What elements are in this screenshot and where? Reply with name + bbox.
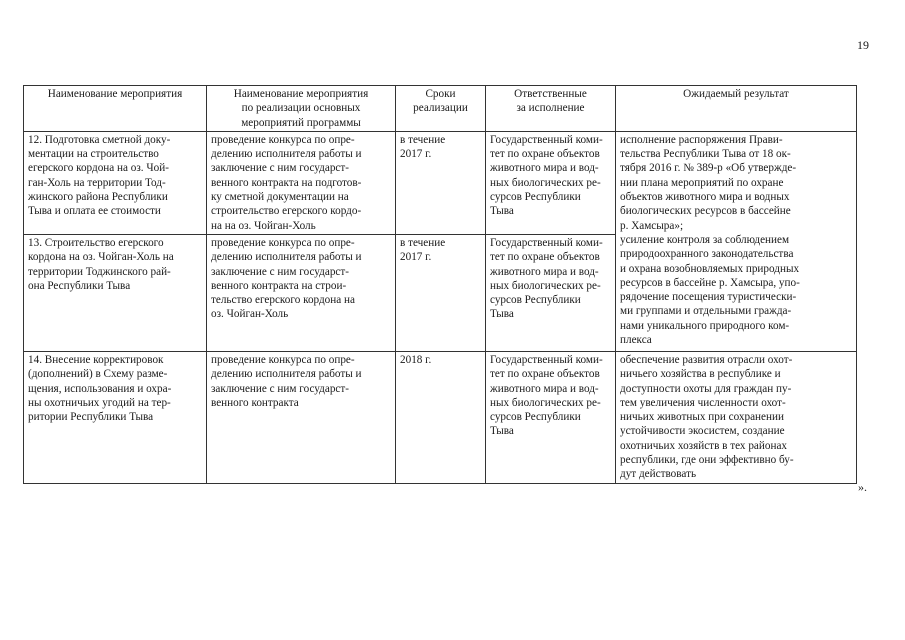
- program-activity-cell: проведение конкурса по опре- делению исполнителя работы и заключение с ним государст- венного контракта на строи- тельство егерского кордона на оз. Чойган-Холь: [207, 234, 396, 351]
- program-activity-cell: проведение конкурса по опре- делению исполнителя работы и заключение с ним государст- венного контракта: [207, 351, 396, 483]
- activity-name-cell: 14. Внесение корректировок (дополнений) в Схему разме- щения, использования и охра- ны охотничьих угодий на тер- ритории Республики Тыва: [24, 351, 207, 483]
- term-cell: 2018 г.: [396, 351, 486, 483]
- expected-result-cell: исполнение распоряжения Прави- тельства Республики Тыва от 18 ок- тября 2016 г. № 389-р «Об утвержде- нии плана мероприятий по охране объектов животного мира и водных биологических ресурсов в бассейне р. Хамсыра»; усиление контроля за соблюдением природоохранного законодательства и охрана возобновляемых природных ресурсов в бассейне р. Хамсыра, упо- рядочение посещения туристически- ми группами и отдельными гражда- нами уникального природного ком- плекса: [616, 131, 857, 351]
- responsible-cell: Государственный коми- тет по охране объектов животного мира и вод- ных биологических ре- сурсов Республики Тыва: [486, 234, 616, 351]
- term-cell: в течение 2017 г.: [396, 131, 486, 234]
- table-row: [24, 131, 857, 234]
- header-program-activity: Наименование мероприятия по реализации основных мероприятий программы: [207, 86, 396, 132]
- table-row: [24, 351, 857, 483]
- activity-name-cell: 13. Строительство егерского кордона на оз. Чойган-Холь на территории Тоджинского рай- она Республики Тыва: [24, 234, 207, 351]
- page-number: 19: [857, 38, 869, 52]
- responsible-cell: Государственный коми- тет по охране объектов животного мира и вод- ных биологических ре- сурсов Республики Тыва: [486, 131, 616, 234]
- program-activity-cell: проведение конкурса по опре- делению исполнителя работы и заключение с ним государст- венного контракта на подготов- ку сметной документации на строительство егерского кордо- на на оз. Чойган-Холь: [207, 131, 396, 234]
- responsible-cell: Государственный коми- тет по охране объектов животного мира и вод- ных биологических ре- сурсов Республики Тыва: [486, 351, 616, 483]
- activities-table: [23, 85, 857, 484]
- header-activity-name: Наименование мероприятия: [24, 86, 207, 132]
- header-terms: Сроки реализации: [396, 86, 486, 132]
- header-expected-result: Ожидаемый результат: [616, 86, 857, 132]
- table-header-row: [24, 86, 857, 132]
- term-cell: в течение 2017 г.: [396, 234, 486, 351]
- activity-name-cell: 12. Подготовка сметной доку- ментации на строительство егерского кордона на оз. Чой- ган-Холь на территории Тод- жинского района Республики Тыва и оплата ее стоимости: [24, 131, 207, 234]
- expected-result-cell: обеспечение развития отрасли охот- ничьего хозяйства в республике и доступности охоты для граждан пу- тем увеличения численности охот- ничьих животных при сохранении устойчивости экосистем, создание охотничьих хозяйств в тех районах республики, где они эффективно бу- дут действовать: [616, 351, 857, 483]
- closing-quote-mark: ».: [858, 480, 867, 494]
- header-responsible: Ответственные за исполнение: [486, 86, 616, 132]
